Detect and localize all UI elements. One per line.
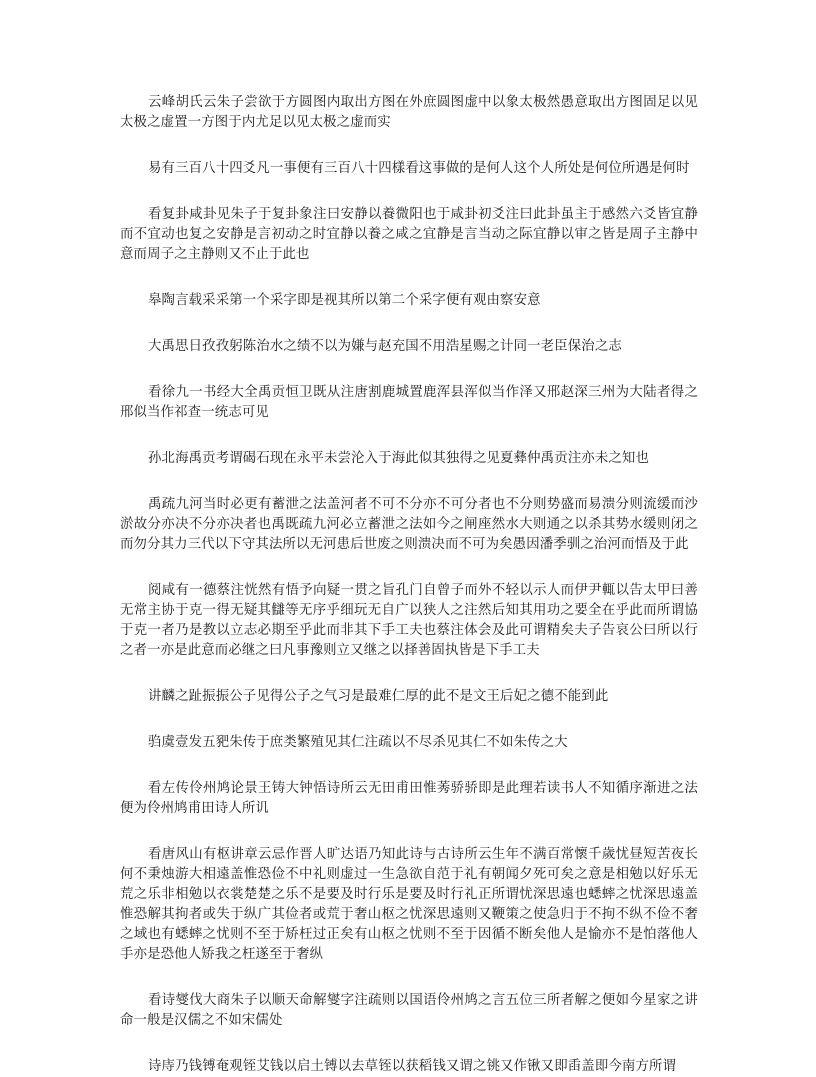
paragraph: 讲麟之趾振振公子见得公子之气习是最难仁厚的此不是文王后妃之德不能到此 xyxy=(148,689,609,704)
paragraph: 云峰胡氏云朱子尝欲于方圆图内取出方图在外庶圆图虚中以象太极然愚意取出方图固足以见太极之虚置一方图于内尤足以见太极之虚而实 xyxy=(120,95,698,130)
paragraph: 看诗燮伐大商朱子以顺天命解燮字注疏则以国语伶州鸠之言五位三所者解之便如今星家之讲命一般是汉儒之不如宋儒处 xyxy=(120,993,698,1028)
paragraph: 禹疏九河当时必更有蓄泄之法盖河者不可不分亦不可分者也不分则势盛而易溃分则流缓而沙淤故分亦决不分亦决者也禹既疏九河必立蓄泄之法如今之闸座然水大则通之以杀其势水缓则闭之而勿分其力三代以下守其法所以无河患后世废之则溃决而不可为矣愚因潘季驯之治河而悟及于此 xyxy=(120,497,698,552)
paragraph: 阅咸有一德蔡注恍然有悟予向疑一贯之旨孔门自曾子而外不轻以示人而伊尹輒以告太甲曰善无常主协于克一得无疑其讎等无序乎细玩无自广以狭人之注然后知其用功之要全在乎此而所谓協于克一者乃是教以立志必期至乎此而非其下手工夫也蔡注体会及此可谓精矣夫子告哀公曰所以行之者一亦是此意而必继之曰凡事豫则立又继之以择善固执皆是下手工夫 xyxy=(120,583,698,658)
paragraph: 看徐九一书经大全禹贡恒卫既从注唐割鹿城置鹿浑县浑似当作泽又邢赵深三州为大陆者得之邢似当作祁查一统志可见 xyxy=(120,385,698,420)
paragraph: 看唐风山有枢讲章云忌作晋人旷达语乃知此诗与古诗所云生年不满百常懷千歲忧昼短苦夜长何不秉烛游大相遠盖惟恐俭不中礼则虚过一生急欲自范于礼有朝闻夕死可矣之意是相勉以好乐无荒之乐非相勉以衣裳楚楚之乐不是要及时行乐是要及时行礼正所谓忧深思遠也蟋蟀之忧深思遠盖惟恐解其拘者或失于纵广其俭者或荒于奢山枢之忧深思遠则又鞭策之使急归于不拘不纵不俭不奢之域也有蟋蟀之忧则不至于矫枉过正矣有山枢之忧则不至于因循不断矣他人是愉亦不是怕落他人手亦是恐他人矫我之枉遂至于奢纵 xyxy=(120,847,698,962)
paragraph: 诗庤乃钱镈奄观铚艾钱以启土镈以去草铚以获稻钱又谓之铫又作锹又即臿盖即今南方所谓 xyxy=(148,1059,677,1074)
paragraph: 大禹思日孜孜躬陈治水之绩不以为嫌与赵充国不用浩星赐之计同一老臣保治之志 xyxy=(148,339,622,354)
paragraph: 驺虞壹发五豝朱传于庶类繁殖见其仁注疏以不尽杀见其仁不如朱传之大 xyxy=(148,735,568,750)
document-body xyxy=(120,93,698,1077)
paragraph: 看复卦咸卦见朱子于复卦象注曰安静以養微阳也于咸卦初爻注曰此卦虽主于感然六爻皆宜静而不宜动也复之安静是言初动之时宜静以養之咸之宜静是言当动之际宜静以审之皆是周子主静中意而周子之主静则又不止于此也 xyxy=(120,207,698,262)
paragraph: 皋陶言载采采第一个采字即是视其所以第二个采字便有观由察安意 xyxy=(148,293,541,308)
paragraph: 孙北海禹贡考谓碣石现在永平未尝沦入于海此似其独得之见夏彝仲禹贡注亦未之知也 xyxy=(148,451,650,466)
paragraph: 易有三百八十四爻凡一事便有三百八十四樣看这事做的是何人这个人所处是何位所遇是何时 xyxy=(148,161,690,176)
paragraph: 看左传伶州鸠论景王铸大钟悟诗所云无田甫田惟莠骄骄即是此理若读书人不知循序渐进之法便为伶州鸠甫田诗人所讥 xyxy=(120,781,698,816)
